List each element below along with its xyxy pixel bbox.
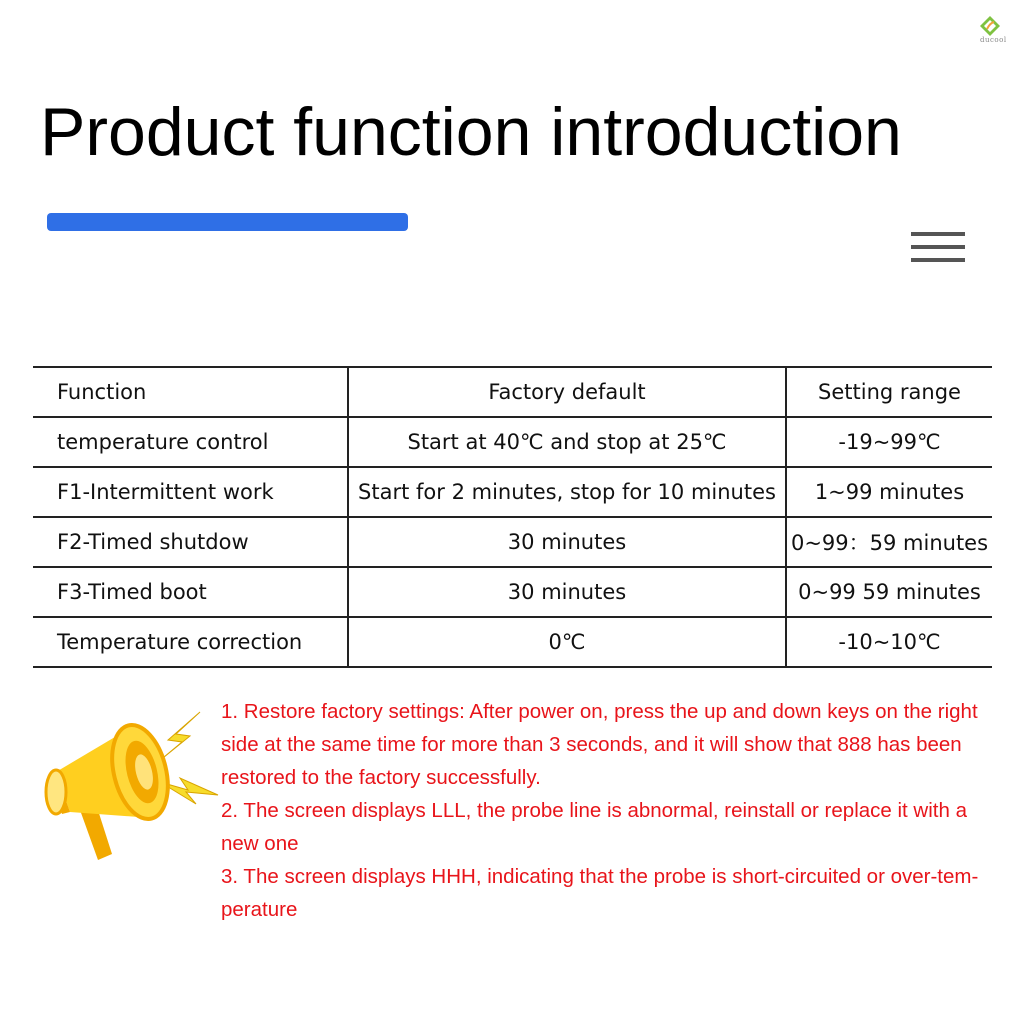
setting-range-cell: 0~99：59 minutes bbox=[786, 517, 992, 567]
note-restore-factory: 1. Restore factory settings: After power on, press the up and down keys on the right side at the same time for more than 3 seconds, and it will show that 888 has been restored to the factory successfully. bbox=[221, 700, 978, 789]
column-header: Function bbox=[33, 367, 348, 417]
table-row bbox=[33, 517, 992, 567]
function-cell: temperature control bbox=[33, 417, 348, 467]
hamburger-menu-icon[interactable] bbox=[911, 232, 965, 264]
notes-list bbox=[221, 695, 1001, 926]
setting-range-cell: 0~99 59 minutes bbox=[786, 567, 992, 617]
brand-logo-icon bbox=[976, 14, 1016, 54]
column-header: Setting range bbox=[786, 367, 992, 417]
table-header-row bbox=[33, 367, 992, 417]
note-lll-error: 2. The screen displays LLL, the probe line is abnormal, reinstall or replace it with a new one bbox=[221, 799, 967, 855]
note-hhh-error: 3. The screen displays HHH, indicating that the probe is short-circuited or over-tem-perature bbox=[221, 865, 979, 921]
setting-range-cell: 1~99 minutes bbox=[786, 467, 992, 517]
function-cell: F2-Timed shutdow bbox=[33, 517, 348, 567]
table-row bbox=[33, 617, 992, 667]
column-header: Factory default bbox=[348, 367, 786, 417]
title-accent-bar bbox=[47, 213, 408, 231]
table-row bbox=[33, 417, 992, 467]
megaphone-icon bbox=[40, 700, 230, 870]
page-title: Product function introduction bbox=[40, 94, 902, 170]
function-cell: F1-Intermittent work bbox=[33, 467, 348, 517]
table-row bbox=[33, 467, 992, 517]
function-cell: Temperature correction bbox=[33, 617, 348, 667]
factory-default-cell: Start at 40℃ and stop at 25℃ bbox=[348, 417, 786, 467]
brand-name: ducool bbox=[980, 36, 1007, 44]
function-cell: F3-Timed boot bbox=[33, 567, 348, 617]
table-row bbox=[33, 567, 992, 617]
factory-default-cell: Start for 2 minutes, stop for 10 minutes bbox=[348, 467, 786, 517]
factory-default-cell: 30 minutes bbox=[348, 517, 786, 567]
setting-range-cell: -10~10℃ bbox=[786, 617, 992, 667]
function-table bbox=[33, 366, 992, 668]
factory-default-cell: 0℃ bbox=[348, 617, 786, 667]
factory-default-cell: 30 minutes bbox=[348, 567, 786, 617]
setting-range-cell: -19~99℃ bbox=[786, 417, 992, 467]
